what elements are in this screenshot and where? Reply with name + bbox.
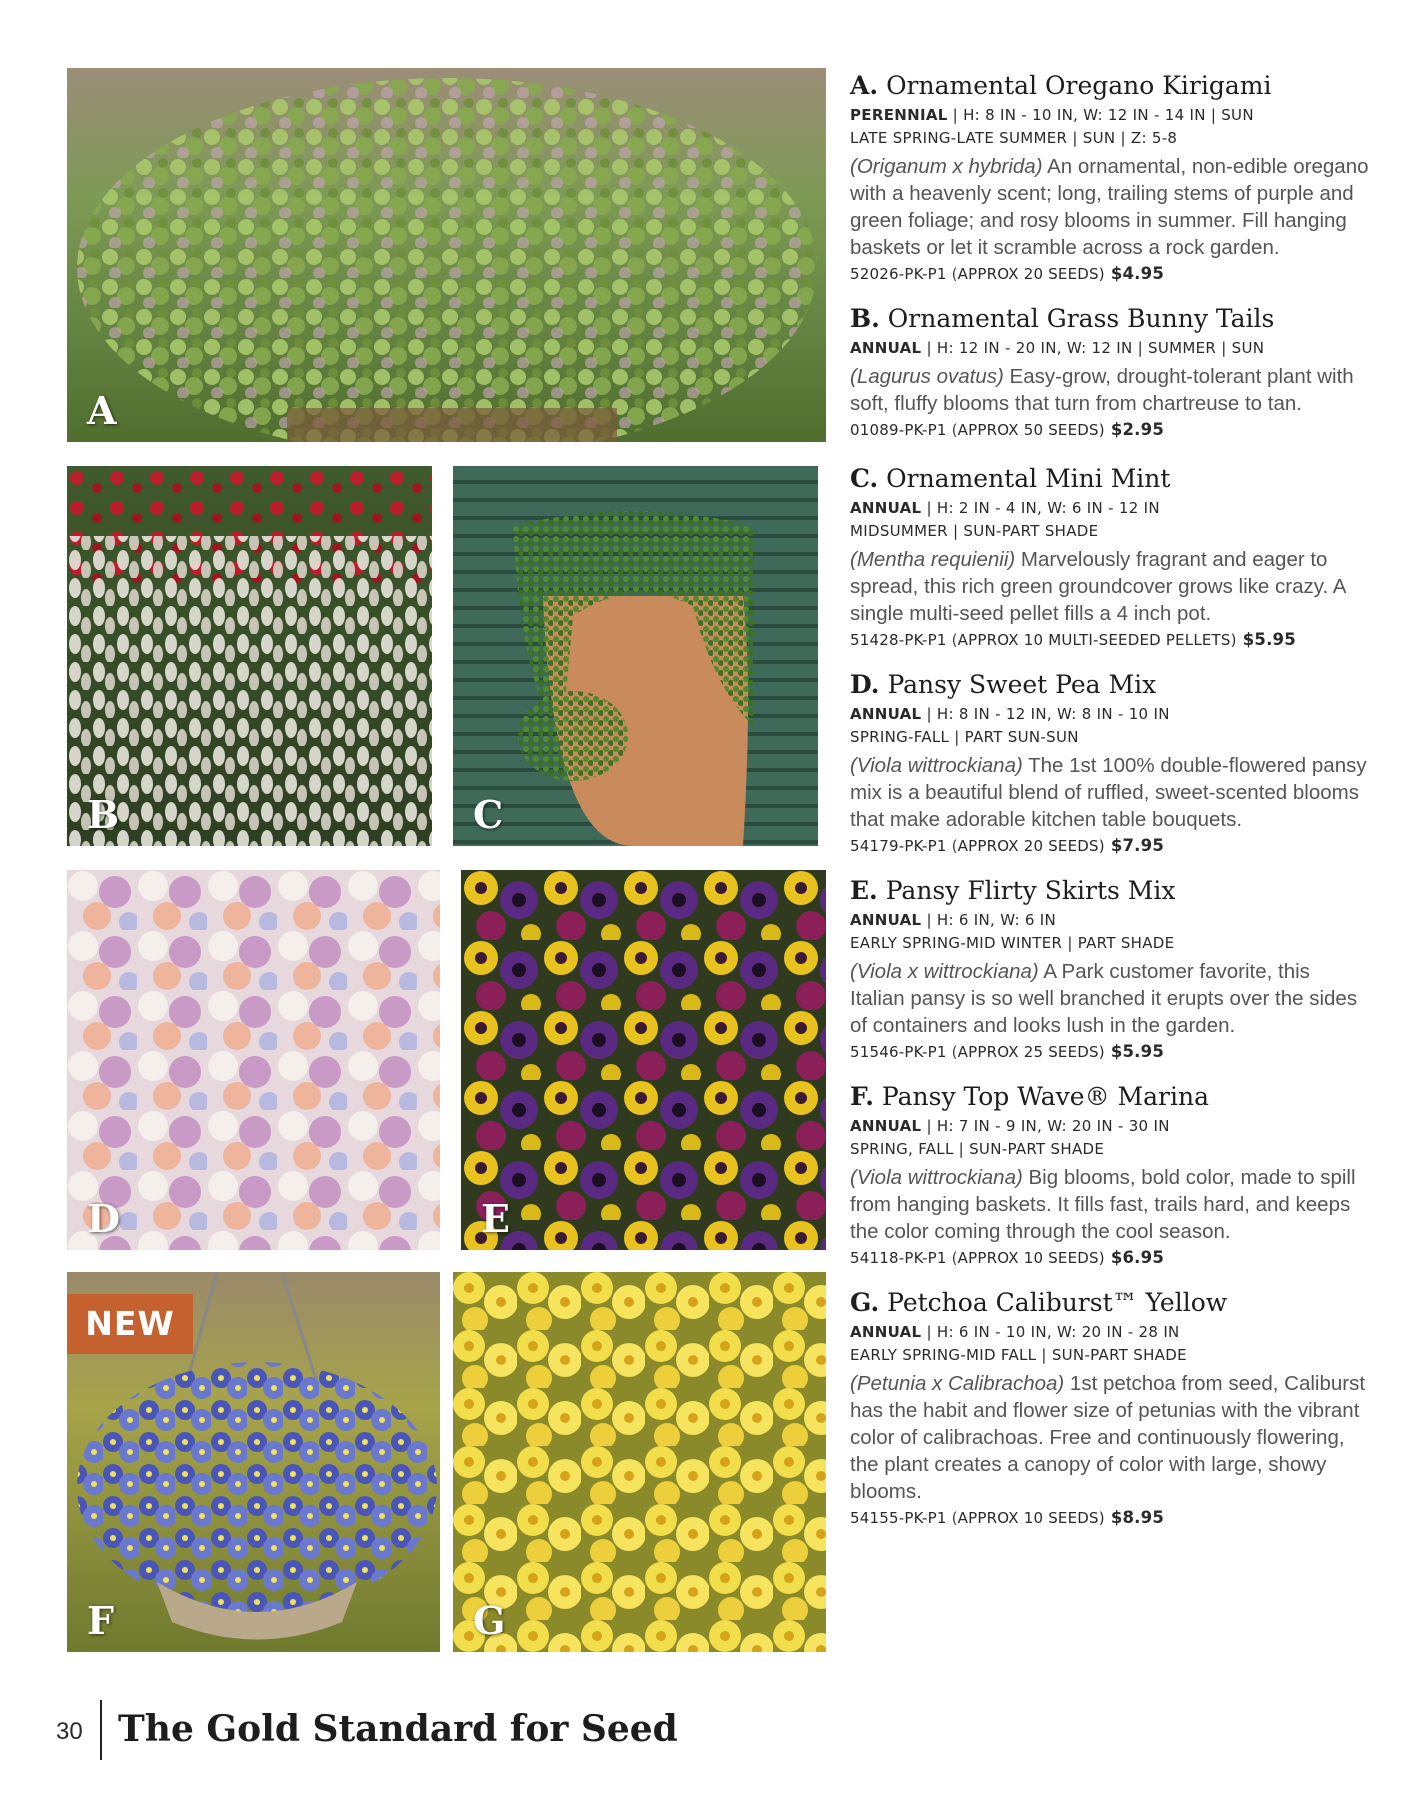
description-text: 1st petchoa from seed, Caliburst has the habit and flower size of petunias with the vibrant color of calibrachoas. Free and continuously flowering, the plant creates a canopy of color with large, showy blooms. xyxy=(850,1372,1366,1503)
approx-label: APPROX xyxy=(957,837,1019,855)
product-title xyxy=(850,667,1370,703)
product-spec-line1 xyxy=(850,337,1370,360)
sku: 54118-PK-P1 xyxy=(850,1249,947,1267)
description-text: The 1st 100% double-flowered pansy mix is a beautiful blend of ruffled, sweet-scented blooms that make adorable kitchen table bouquets. xyxy=(850,754,1367,831)
product-description xyxy=(850,1370,1370,1505)
product-letter: C. xyxy=(850,464,879,493)
price: $5.95 xyxy=(1242,630,1296,649)
page-number: 30 xyxy=(56,1718,83,1745)
product-spec-line2: EARLY SPRING-MID FALL | SUN-PART SHADE xyxy=(850,1346,1187,1364)
product-name: Ornamental Oregano Kirigami xyxy=(886,71,1272,100)
footer-tagline: The Gold Standard for Seed xyxy=(118,1708,678,1750)
product-spec-line1 xyxy=(850,909,1370,932)
product-b xyxy=(850,301,1370,443)
seed-quantity: 10 MULTI-SEEDED PELLETS) xyxy=(1023,631,1237,649)
product-list xyxy=(850,68,1370,1545)
product-order-line xyxy=(850,627,1370,653)
price: $6.95 xyxy=(1110,1248,1165,1267)
plant-type: ANNUAL xyxy=(850,911,922,929)
approx-label: APPROX xyxy=(957,265,1019,283)
photo-a-oregano xyxy=(67,68,826,442)
open-paren: ( xyxy=(951,1043,958,1061)
seed-quantity: 25 SEEDS) xyxy=(1023,1043,1105,1061)
plant-type: PERENNIAL xyxy=(850,106,948,124)
price: $4.95 xyxy=(1110,264,1165,283)
plant-dimensions: | H: 7 IN - 9 IN, W: 20 IN - 30 IN xyxy=(921,1117,1170,1135)
approx-label: APPROX xyxy=(957,631,1019,649)
product-order-line xyxy=(850,1245,1370,1271)
plant-type: ANNUAL xyxy=(850,499,922,517)
product-spec-line2: MIDSUMMER | SUN-PART SHADE xyxy=(850,522,1099,540)
open-paren: ( xyxy=(951,1509,958,1527)
sku: 01089-PK-P1 xyxy=(850,421,947,439)
approx-label: APPROX xyxy=(957,1509,1019,1527)
product-spec-line1 xyxy=(850,497,1370,520)
sku: 52026-PK-P1 xyxy=(850,265,947,283)
photo-f-top-wave-marina xyxy=(67,1272,440,1652)
seed-quantity: 50 SEEDS) xyxy=(1023,421,1105,439)
sku: 54179-PK-P1 xyxy=(850,837,947,855)
plant-dimensions: | H: 6 IN - 10 IN, W: 20 IN - 28 IN xyxy=(921,1323,1180,1341)
description-text: A Park customer favorite, this Italian pansy is so well branched it erupts over the sides of containers and looks lush in the garden. xyxy=(850,960,1358,1037)
botanical-name: (Lagurus ovatus) xyxy=(850,365,1004,388)
product-name: Ornamental Mini Mint xyxy=(886,464,1171,493)
product-letter: B. xyxy=(850,304,880,333)
product-letter: D. xyxy=(850,670,880,699)
price: $7.95 xyxy=(1110,836,1165,855)
open-paren: ( xyxy=(951,265,958,283)
product-letter: G. xyxy=(850,1288,880,1317)
product-e xyxy=(850,873,1370,1065)
approx-label: APPROX xyxy=(957,1249,1019,1267)
photo-b-bunny-tails xyxy=(67,466,432,846)
photo-letter: A xyxy=(87,388,117,433)
plant-dimensions: | H: 12 IN - 20 IN, W: 12 IN | SUMMER | SUN xyxy=(921,339,1265,357)
open-paren: ( xyxy=(951,421,958,439)
plant-dimensions: | H: 8 IN - 10 IN, W: 12 IN - 14 IN | SUN xyxy=(947,106,1254,124)
product-spec-line1 xyxy=(850,1115,1370,1138)
product-spec-line2: SPRING-FALL | PART SUN-SUN xyxy=(850,728,1079,746)
product-title xyxy=(850,1285,1370,1321)
product-c xyxy=(850,461,1370,653)
photo-letter: D xyxy=(87,1196,120,1241)
price: $8.95 xyxy=(1110,1508,1165,1527)
approx-label: APPROX xyxy=(957,421,1019,439)
product-title xyxy=(850,873,1370,909)
product-name: Pansy Flirty Skirts Mix xyxy=(885,876,1176,905)
product-spec-line1 xyxy=(850,703,1370,726)
plant-type: ANNUAL xyxy=(850,1117,922,1135)
product-spec-line1 xyxy=(850,104,1370,127)
product-title xyxy=(850,461,1370,497)
plant-type: ANNUAL xyxy=(850,1323,922,1341)
product-d xyxy=(850,667,1370,859)
open-paren: ( xyxy=(951,631,958,649)
footer-divider xyxy=(100,1700,102,1760)
product-order-line xyxy=(850,1505,1370,1531)
product-description xyxy=(850,958,1370,1039)
sku: 51546-PK-P1 xyxy=(850,1043,947,1061)
photo-g-caliburst-yellow xyxy=(453,1272,826,1652)
open-paren: ( xyxy=(951,837,958,855)
botanical-name: (Mentha requienii) xyxy=(850,548,1016,571)
plant-dimensions: | H: 6 IN, W: 6 IN xyxy=(921,911,1057,929)
botanical-name: (Origanum x hybrida) xyxy=(850,155,1043,178)
sku: 54155-PK-P1 xyxy=(850,1509,947,1527)
product-order-line xyxy=(850,1039,1370,1065)
product-spec-line2: EARLY SPRING-MID WINTER | PART SHADE xyxy=(850,934,1175,952)
botanical-name: (Petunia x Calibrachoa) xyxy=(850,1372,1065,1395)
seed-quantity: 10 SEEDS) xyxy=(1023,1249,1105,1267)
product-title xyxy=(850,1079,1370,1115)
price: $5.95 xyxy=(1110,1042,1165,1061)
photo-letter: B xyxy=(87,792,120,837)
photo-letter: G xyxy=(473,1598,506,1643)
open-paren: ( xyxy=(951,1249,958,1267)
description-text: Big blooms, bold color, made to spill from hanging baskets. It fills fast, trails hard, and keeps the color coming through the cool season. xyxy=(850,1166,1356,1243)
photo-letter: E xyxy=(481,1196,510,1241)
seed-quantity: 20 SEEDS) xyxy=(1023,837,1105,855)
product-a xyxy=(850,68,1370,287)
botanical-name: (Viola wittrockiana) xyxy=(850,1166,1023,1189)
photo-letter: F xyxy=(87,1598,114,1643)
photo-letter: C xyxy=(473,792,504,837)
description-text: An ornamental, non-edible oregano with a heavenly scent; long, trailing stems of purple and green foliage; and rosy blooms in summer. Fill hanging baskets or let it scramble across a rock garden. xyxy=(850,155,1369,259)
product-description xyxy=(850,752,1370,833)
description-text: Easy-grow, drought-tolerant plant with soft, fluffy blooms that turn from chartreuse to tan. xyxy=(850,365,1354,415)
product-title xyxy=(850,68,1370,104)
product-spec-line1 xyxy=(850,1321,1370,1344)
product-g xyxy=(850,1285,1370,1531)
photo-d-sweet-pea-pansy xyxy=(67,870,440,1250)
product-description xyxy=(850,546,1370,627)
seed-quantity: 20 SEEDS) xyxy=(1023,265,1105,283)
product-spec-line2: LATE SPRING-LATE SUMMER | SUN | Z: 5-8 xyxy=(850,129,1178,147)
product-letter: E. xyxy=(850,876,878,905)
product-order-line xyxy=(850,833,1370,859)
product-description xyxy=(850,1164,1370,1245)
product-description xyxy=(850,363,1370,417)
plant-dimensions: | H: 8 IN - 12 IN, W: 8 IN - 10 IN xyxy=(921,705,1170,723)
plant-dimensions: | H: 2 IN - 4 IN, W: 6 IN - 12 IN xyxy=(921,499,1160,517)
product-order-line xyxy=(850,261,1370,287)
product-name: Ornamental Grass Bunny Tails xyxy=(887,304,1275,333)
botanical-name: (Viola x wittrockiana) xyxy=(850,960,1039,983)
product-title xyxy=(850,301,1370,337)
product-letter: A. xyxy=(850,71,879,100)
product-name: Pansy Top Wave® Marina xyxy=(881,1082,1209,1111)
description-text: Marvelously fragrant and eager to spread, this rich green groundcover grows like crazy. A single multi-seed pellet fills a 4 inch pot. xyxy=(850,548,1346,625)
new-badge: NEW xyxy=(67,1294,193,1354)
price: $2.95 xyxy=(1110,420,1165,439)
sku: 51428-PK-P1 xyxy=(850,631,947,649)
botanical-name: (Viola wittrockiana) xyxy=(850,754,1023,777)
product-order-line xyxy=(850,417,1370,443)
product-letter: F. xyxy=(850,1082,874,1111)
plant-type: ANNUAL xyxy=(850,705,922,723)
product-name: Petchoa Caliburst™ Yellow xyxy=(887,1288,1228,1317)
product-name: Pansy Sweet Pea Mix xyxy=(887,670,1157,699)
product-description xyxy=(850,153,1370,261)
plant-type: ANNUAL xyxy=(850,339,922,357)
seed-quantity: 10 SEEDS) xyxy=(1023,1509,1105,1527)
product-f xyxy=(850,1079,1370,1271)
photo-c-mini-mint xyxy=(453,466,818,846)
product-spec-line2: SPRING, FALL | SUN-PART SHADE xyxy=(850,1140,1105,1158)
approx-label: APPROX xyxy=(957,1043,1019,1061)
photo-e-flirty-skirts xyxy=(461,870,826,1250)
